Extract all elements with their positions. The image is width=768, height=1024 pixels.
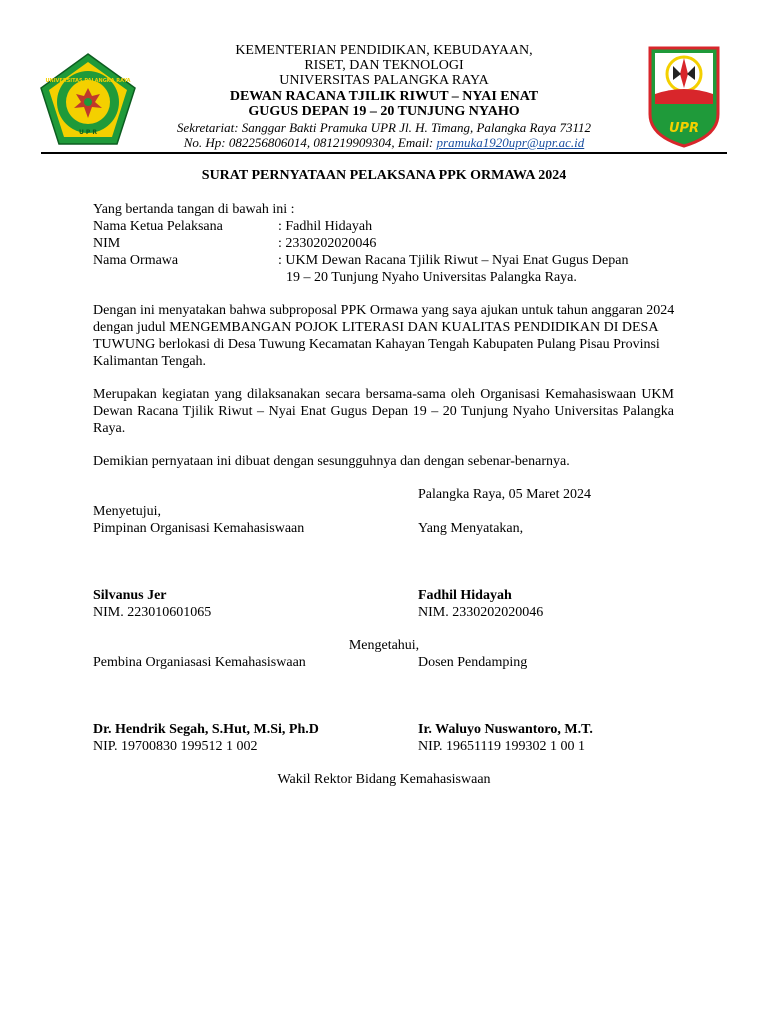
field-value-ormawa: : UKM Dewan Racana Tjilik Riwut – Nyai Enat Gugus Depan [278,253,629,268]
sign1-id: NIM. 223010601065 [93,605,212,620]
sign4-id: NIP. 19651119 199302 1 00 1 [418,739,585,754]
field-label-ketua: Nama Ketua Pelaksana [93,219,223,234]
letterhead-ministry: KEMENTERIAN PENDIDIKAN, KEBUDAYAAN, [235,43,533,58]
letterhead-phone: No. Hp: 082256806014, 081219909304, Email: [183,135,437,150]
intro-text: Yang bertanda tangan di bawah ini : [93,202,295,217]
email-link[interactable]: pramuka1920upr@upr.ac.id [436,135,585,150]
letterhead-contact [0,135,768,151]
place-date: Palangka Raya, 05 Maret 2024 [418,487,592,502]
letterhead-racana: DEWAN RACANA TJILIK RIWUT – NYAI ENAT [229,89,539,104]
letterhead-address: Sekretariat: Sanggar Bakti Pramuka UPR Jl. H. Timang, Palangka Raya 73112 [176,120,592,135]
sign3-id: NIP. 19700830 199512 1 002 [93,739,258,754]
logo-ring-text: UNIVERSITAS PALANGKA RAYA [45,78,131,84]
logo-bottom-text: U P R [78,129,98,136]
vice-rector-role: Wakil Rektor Bidang Kemahasiswaan [277,772,491,787]
letterhead-university: UNIVERSITAS PALANGKA RAYA [279,73,489,88]
field-label-nim: NIM [93,236,121,251]
closing-paragraph: Demikian pernyataan ini dibuat dengan sesungguhnya dan dengan sebenar-benarnya. [93,454,570,469]
field-value-ketua: : Fadhil Hidayah [278,219,373,234]
letterhead-divider [41,152,727,154]
activity-paragraph: Merupakan kegiatan yang dilaksanakan secara bersama-sama oleh Organisasi Kemahasiswaan UKM Dewan Racana Tjilik Riwut – Nyai Enat Gugus Depan 19 – 20 Tunjung Nyaho Universitas Palangka Raya. [93,387,674,436]
field-label-ormawa: Nama Ormawa [93,253,179,268]
sign4-role: Dosen Pendamping [418,655,528,670]
acknowledged-label: Mengetahui, [348,638,420,653]
letterhead-gugus: GUGUS DEPAN 19 – 20 TUNJUNG NYAHO [248,104,520,119]
document-title: SURAT PERNYATAAN PELAKSANA PPK ORMAWA 2024 [201,168,567,183]
sign1-approval: Menyetujui, [93,504,162,519]
field-value-nim: : 2330202020046 [278,236,377,251]
statement-paragraph: Dengan ini menyatakan bahwa subproposal PPK Ormawa yang saya ajukan untuk tahun anggaran 2024 dengan judul MENGEMBANGAN POJOK LITERASI DAN KUALITAS PENDIDIKAN DI DESA TUWUNG berlokasi di Desa Tuwung Kecamatan Kahayan Tengah Kabupaten Pulang Pisau Provinsi Kalimantan Tengah. [93,303,675,369]
sign2-name: Fadhil Hidayah [418,588,512,603]
sign3-role: Pembina Organiasasi Kemahasiswaan [93,655,306,670]
logo-right-label: UPR [668,121,700,136]
sign4-name: Ir. Waluyo Nuswantoro, M.T. [418,722,593,737]
sign2-role: Yang Menyatakan, [418,521,524,536]
sign3-name: Dr. Hendrik Segah, S.Hut, M.Si, Ph.D [93,722,319,737]
letterhead-ministry-cont: RISET, DAN TEKNOLOGI [304,58,464,73]
sign1-role: Pimpinan Organisasi Kemahasiswaan [93,521,305,536]
sign1-name: Silvanus Jer [93,588,167,603]
field-value-ormawa-cont: 19 – 20 Tunjung Nyaho Universitas Palangka Raya. [286,270,577,285]
sign2-id: NIM. 2330202020046 [418,605,544,620]
